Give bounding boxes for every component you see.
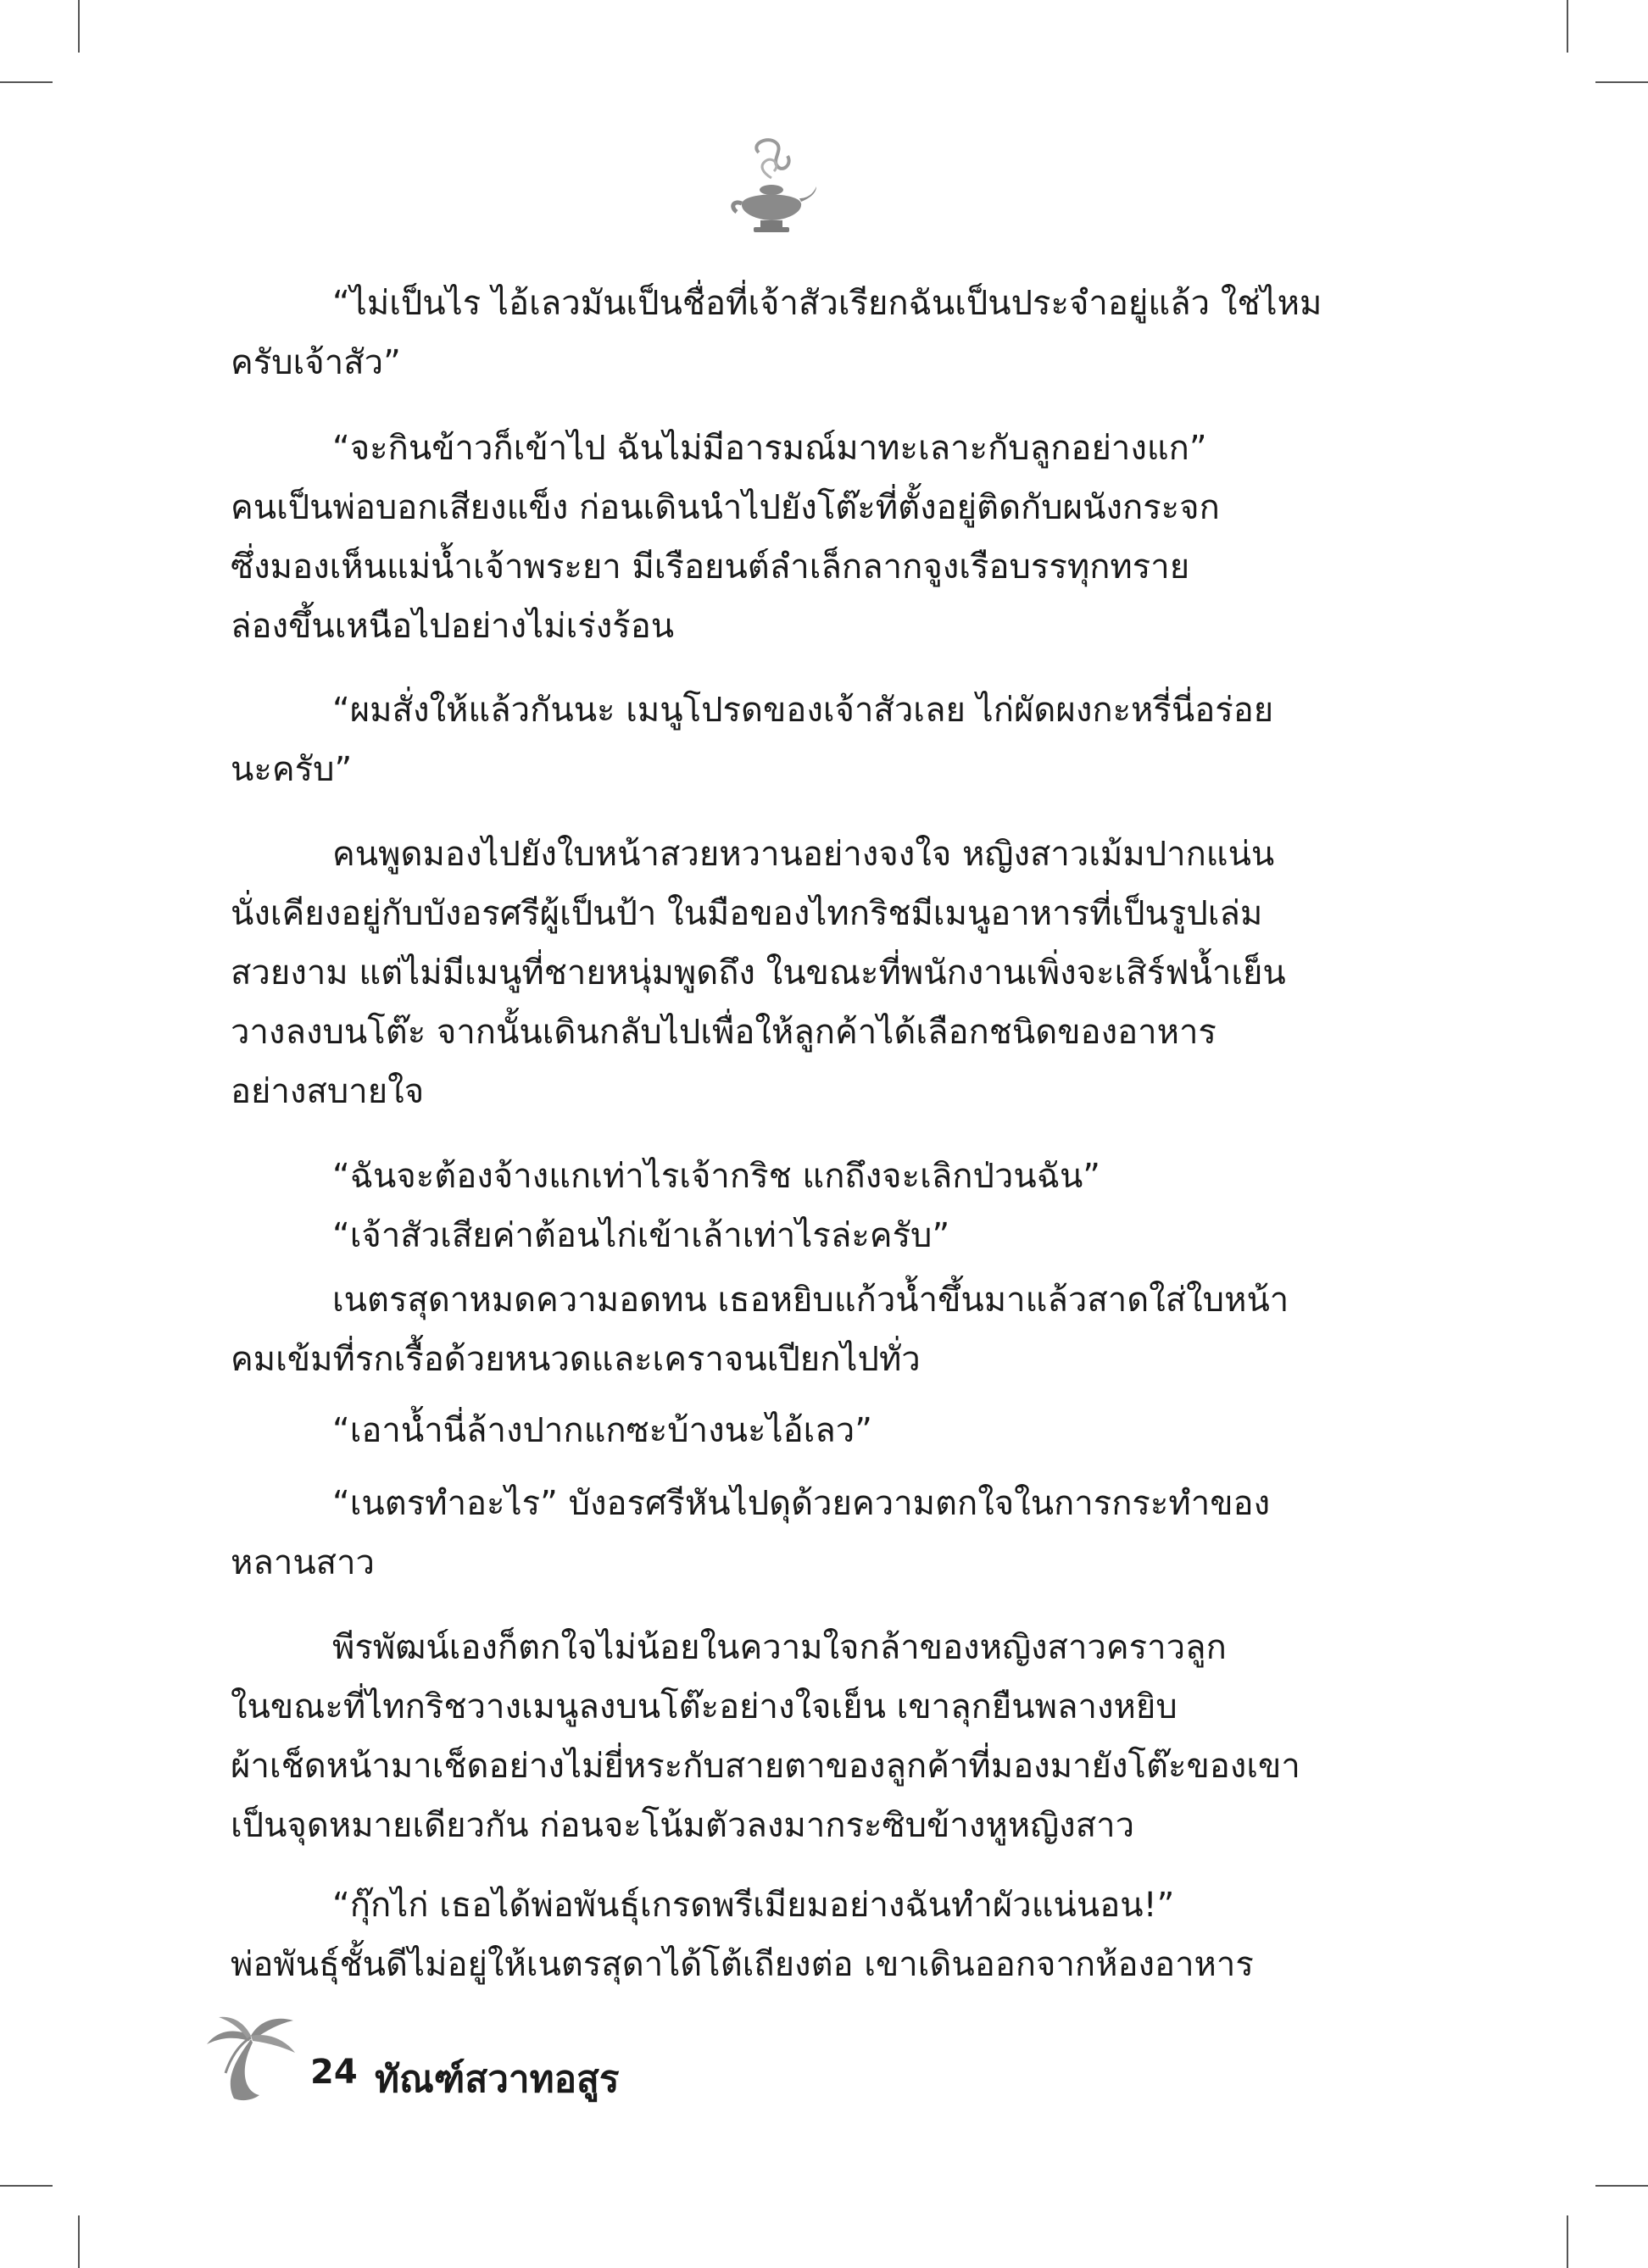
palm-tree-icon [200, 2010, 302, 2104]
text-line: หลานสาว [231, 1543, 376, 1582]
text-line: พีรพัฒน์เองก็ตกใจไม่น้อยในความใจกล้าของหญิงสาวคราวลูก [332, 1628, 1227, 1667]
text-line: นะครับ” [231, 750, 353, 789]
genie-lamp-icon [725, 136, 818, 237]
text-line: “เจ้าสัวเสียค่าต้อนไก่เข้าเล้าเท่าไรล่ะครับ” [332, 1216, 950, 1255]
text-line: ผ้าเช็ดหน้ามาเช็ดอย่างไม่ยี่หระกับสายตาของลูกค้าที่มองมายังโต๊ะของเขา [231, 1747, 1300, 1786]
page-number: 24 [310, 2053, 358, 2092]
text-line: คนพูดมองไปยังใบหน้าสวยหวานอย่างจงใจ หญิงสาวเม้มปากแน่น [332, 835, 1275, 874]
text-line: “จะกินข้าวก็เข้าไป ฉันไม่มีอารมณ์มาทะเลาะกับลูกอย่างแก” [332, 429, 1207, 468]
text-line: คมเข้มที่รกเรื้อด้วยหนวดและเคราจนเปียกไปทั่ว [231, 1340, 921, 1379]
book-title: ทัณฑ์สวาทอสูร [375, 2058, 620, 2101]
text-line: เนตรสุดาหมดความอดทน เธอหยิบแก้วน้ำขึ้นมาแล้วสาดใส่ใบหน้า [332, 1281, 1289, 1320]
text-line: “ผมสั่งให้แล้วกันนะ เมนูโปรดของเจ้าสัวเลย ไก่ผัดผงกะหรี่นี่อร่อย [332, 691, 1274, 730]
text-line: ในขณะที่ไทกริชวางเมนูลงบนโต๊ะอย่างใจเย็น เขาลุกยืนพลางหยิบ [231, 1687, 1178, 1726]
text-line: ซึ่งมองเห็นแม่น้ำเจ้าพระยา มีเรือยนต์ลำเล็กลากจูงเรือบรรทุกทราย [231, 548, 1190, 586]
crop-mark [78, 0, 80, 53]
crop-mark [0, 81, 53, 83]
text-line: คนเป็นพ่อบอกเสียงแข็ง ก่อนเดินนำไปยังโต๊ะที่ตั้งอยู่ติดกับผนังกระจก [231, 488, 1220, 527]
text-line: “เอาน้ำนี่ล้างปากแกซะบ้างนะไอ้เลว” [332, 1411, 872, 1450]
crop-mark [78, 2215, 80, 2268]
text-line: อย่างสบายใจ [231, 1072, 425, 1111]
text-line: วางลงบนโต๊ะ จากนั้นเดินกลับไปเพื่อให้ลูกค้าได้เลือกชนิดของอาหาร [231, 1013, 1217, 1052]
text-line: “เนตรทำอะไร” บังอรศรีหันไปดุด้วยความตกใจในการกระทำของ [332, 1484, 1271, 1523]
page-footer [200, 2010, 793, 2112]
text-line: ล่องขึ้นเหนือไปอย่างไม่เร่งร้อน [231, 607, 675, 646]
crop-mark [1595, 81, 1648, 83]
crop-mark [1567, 0, 1568, 53]
crop-mark [1567, 2215, 1568, 2268]
text-line: พ่อพันธุ์ชั้นดีไม่อยู่ให้เนตรสุดาได้โต้เถียงต่อ เขาเดินออกจากห้องอาหาร [231, 1945, 1254, 1984]
text-line: นั่งเคียงอยู่กับบังอรศรีผู้เป็นป้า ในมือของไทกริชมีเมนูอาหารที่เป็นรูปเล่ม [231, 894, 1263, 933]
text-line: สวยงาม แต่ไม่มีเมนูที่ชายหนุ่มพูดถึง ในขณะที่พนักงานเพิ่งจะเสิร์ฟน้ำเย็น [231, 953, 1286, 992]
crop-mark [1595, 2185, 1648, 2187]
text-line: เป็นจุดหมายเดียวกัน ก่อนจะโน้มตัวลงมากระซิบข้างหูหญิงสาว [231, 1806, 1135, 1845]
text-line: “ฉันจะต้องจ้างแกเท่าไรเจ้ากริช แกถึงจะเลิกป่วนฉัน” [332, 1157, 1101, 1196]
text-line: “กุ๊กไก่ เธอได้พ่อพันธุ์เกรดพรีเมียมอย่างฉันทำผัวแน่นอน!” [332, 1886, 1175, 1925]
crop-mark [0, 2185, 53, 2187]
text-line: ครับเจ้าสัว” [231, 343, 401, 382]
text-line: “ไม่เป็นไร ไอ้เลวมันเป็นชื่อที่เจ้าสัวเรียกฉันเป็นประจำอยู่แล้ว ใช่ไหม [332, 284, 1322, 323]
